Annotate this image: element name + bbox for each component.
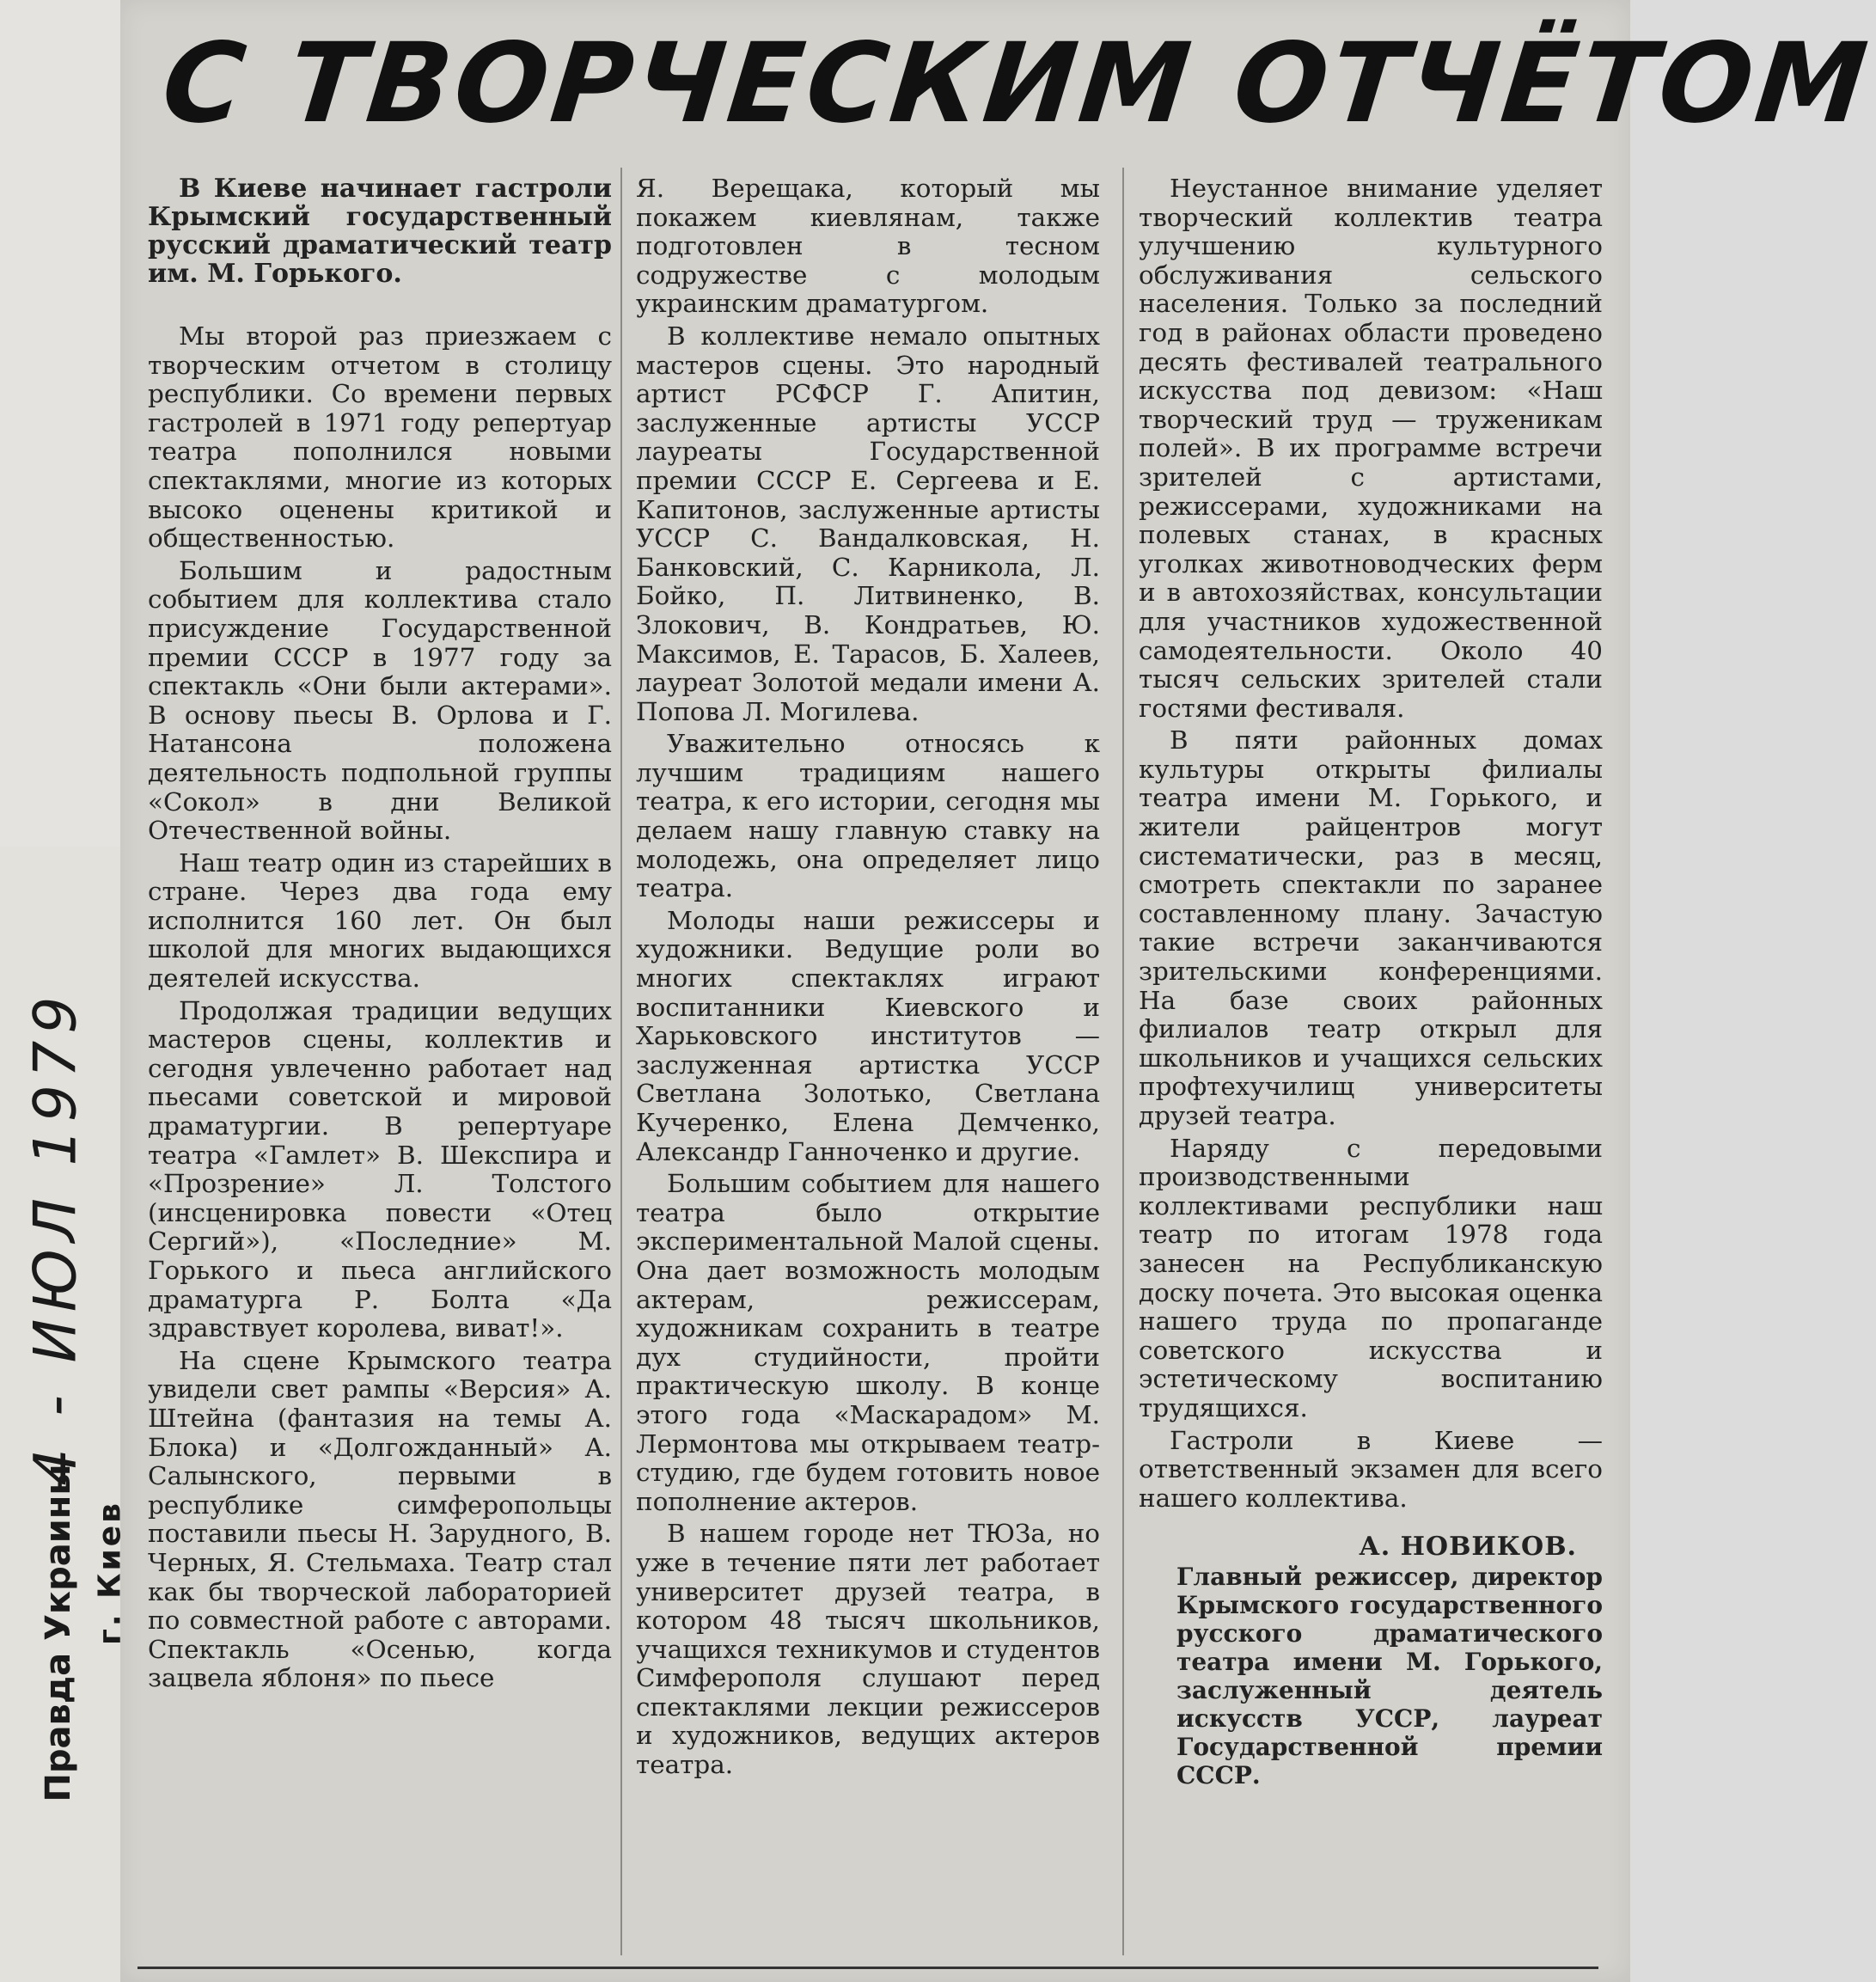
paragraph: Продолжая традиции ведущих мастеров сцены, коллектив и сегодня увлеченно работает над пьесами советской и мировой драматургии. В репертуаре театра «Гамлет» В. Шекспира и «Прозрение» Л. Толстого (инсценировка повести «Отец Сергий»), «Последние» М. Горького и пьеса английского драматурга Р. Болта «Да здравствует королева, виват!». xyxy=(148,995,612,1343)
article-headline: С ТВОРЧЕСКИМ ОТЧЁТОМ xyxy=(156,20,1876,148)
article-lead: В Киеве начинает гастроли Крымский государственный русский драматический театр им. М. Горького. xyxy=(148,174,612,289)
date-stamp: 4 - ИЮЛ 1979 xyxy=(21,989,90,1486)
author-name: А. НОВИКОВ. xyxy=(1359,1532,1577,1563)
paragraph: Большим и радостным событием для коллектива стало присуждение Государственной премии СССР в 1977 году за спектакль «Они были актерами». В основу пьесы В. Орлова и Г. Натансона положена деятельность подпольной группы «Сокол» в дни Великой Отечественной войны. xyxy=(148,555,612,846)
paragraph: Наш театр один из старейших в стране. Через два года ему исполнится 160 лет. Он был школой для многих выдающихся деятелей искусства. xyxy=(148,847,612,994)
paragraph: Мы второй раз приезжаем с творческим отчетом в столицу республики. Со времени первых гастролей в 1971 году репертуар театра пополнился новыми спектаклями, многие из которых высоко оценены критикой и общественностью. xyxy=(148,321,612,554)
paragraph: Гастроли в Киеве — ответственный экзамен для всего нашего коллектива. xyxy=(1139,1425,1603,1513)
paragraph: Молоды наши режиссеры и художники. Ведущие роли во многих спектаклях играют воспитанники Киевского и Харьковского институтов — заслуженная артистка УССР Светлана Золотько, Светлана Кучеренко, Елена Демченко, Александр Ганноченко и другие. xyxy=(636,905,1100,1166)
newspaper-name-stamp: Правда Украины xyxy=(39,1464,78,1802)
paragraph: Неустанное внимание уделяет творческий коллектив театра улучшению культурного обслуживания сельского населения. Только за последний год в районах области проведено десять фестивалей театрального искусства под девизом: «Наш творческий труд — труженикам полей». В их программе встречи зрителей с артистами, режиссерами, художниками на полевых станах, в красных уголках животноводческих ферм и в автохозяйствах, консультации для участников художественной самодеятельности. Около 40 тысяч сельских зрителей стали гостями фестиваля. xyxy=(1139,174,1603,723)
bottom-rule xyxy=(137,1967,1598,1969)
author-signature xyxy=(1139,1532,1603,1789)
paragraph: На сцене Крымского театра увидели свет рампы «Версия» А. Штейна (фантазия на темы А. Блока) и «Долгожданный» А. Салынского, первыми в республике симферопольцы поставили пьесы Н. Зарудного, В. Черных, Я. Стельмаха. Театр стал как бы творческой лабораторией по совместной работе с авторами. Спектакль «Осенью, когда зацвела яблоня» по пьесе xyxy=(148,1345,612,1693)
paragraph: В коллективе немало опытных мастеров сцены. Это народный артист РСФСР Г. Апитин, заслуженные артисты УССР лауреаты Государственной премии СССР Е. Сергеева и Е. Капитонов, заслуженные артисты УССР С. Вандалковская, Н. Банковский, С. Карникола, Л. Бойко, П. Литвиненко, В. Злокович, В. Кондратьев, Ю. Максимов, Е. Тарасов, Б. Халеев, лауреат Золотой медали имени А. Попова Л. Могилева. xyxy=(636,321,1100,726)
column-divider xyxy=(1122,168,1124,1955)
paragraph: Наряду с передовыми производственными коллективами республики наш театр по итогам 1978 года занесен на Республиканскую доску почета. Это высокая оценка нашего труда по пропаганде советского искусства и эстетическому воспитанию трудящихся. xyxy=(1139,1133,1603,1422)
article-column-1 xyxy=(148,174,612,1697)
paragraph-continuation: Я. Верещака, который мы покажем киевлянам, также подготовлен в тесном содружестве с молодым украинским драматургом. xyxy=(636,174,1100,319)
paragraph: Большим событием для нашего театра было открытие экспериментальной Малой сцены. Она дает возможность молодым актерам, режиссерам, художникам сохранить в театре дух студийности, пройти практическую школу. В конце этого года «Маскарадом» М. Лермонтова мы открываем театр-студию, где будем готовить новое пополнение актеров. xyxy=(636,1169,1100,1516)
paragraph: Уважительно относясь к лучшим традициям нашего театра, к его истории, сегодня мы делаем нашу главную ставку на молодежь, она определяет лицо театра. xyxy=(636,729,1100,903)
column-divider xyxy=(620,168,622,1955)
paragraph: В нашем городе нет ТЮЗа, но уже в течение пяти лет работает университет друзей театра, в котором 48 тысяч школьников, учащихся техникумов и студентов Симферополя слушают перед спектаклями лекции режиссеров и художников, ведущих актеров театра. xyxy=(636,1519,1100,1780)
article-column-2 xyxy=(636,174,1100,1783)
author-title: Главный режиссер, директор Крымского государственного русского драматического театра имени М. Горького, заслуженный деятель искусств УССР, лауреат Государственной премии СССР. xyxy=(1176,1563,1603,1790)
article-column-3 xyxy=(1139,174,1603,1789)
city-stamp: г. Киев xyxy=(92,1501,128,1645)
paragraph: В пяти районных домах культуры открыты филиалы театра имени М. Горького, и жители райцентров могут систематически, раз в месяц, смотреть спектакли по заранее составленному плану. Зачастую такие встречи заканчиваются зрительскими конференциями. На базе своих районных филиалов театр открыл для школьников и учащихся сельских профтехучилищ университеты друзей театра. xyxy=(1139,725,1603,1130)
